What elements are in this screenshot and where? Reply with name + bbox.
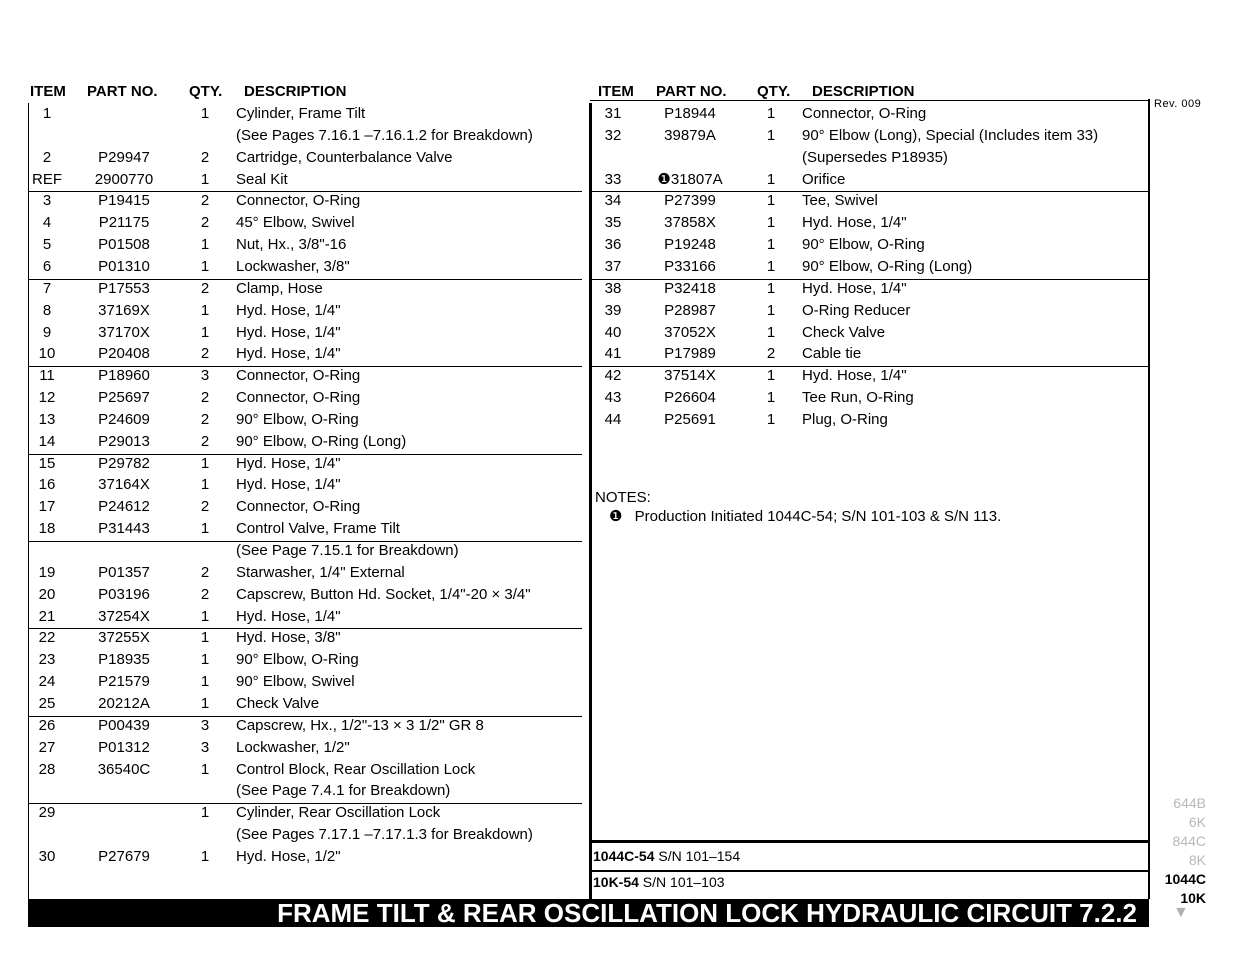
item-number: 24 xyxy=(38,673,56,691)
item-number: 23 xyxy=(38,651,56,669)
quantity: 2 xyxy=(200,432,210,450)
quantity: 1 xyxy=(766,279,776,297)
part-number: 37858X xyxy=(664,214,716,232)
serial-range: S/N 101–103 xyxy=(638,874,725,890)
model-10k: 10K xyxy=(1180,890,1206,906)
part-number: P25697 xyxy=(98,389,150,407)
part-number: ❶31807A xyxy=(657,170,723,188)
quantity: 1 xyxy=(200,629,210,647)
table-row xyxy=(0,365,1235,387)
item-number: 29 xyxy=(38,804,56,822)
revision-label: Rev. 009 xyxy=(1154,98,1202,110)
part-number: P29947 xyxy=(98,148,150,166)
quantity: 1 xyxy=(200,301,210,319)
part-number: 37514X xyxy=(664,367,716,385)
description: Lockwasher, 3/8" xyxy=(236,257,350,275)
description: Tee, Swivel xyxy=(802,192,878,210)
model-list xyxy=(1165,794,1206,908)
table-row xyxy=(0,562,1235,584)
part-number: P24609 xyxy=(98,410,150,428)
item-number: 28 xyxy=(38,760,56,778)
part-number: P17989 xyxy=(664,345,716,363)
description: Capscrew, Button Hd. Socket, 1/4"-20 × 3/4" xyxy=(236,585,531,603)
quantity: 1 xyxy=(200,607,210,625)
description: 90° Elbow, O-Ring xyxy=(802,236,925,254)
item-number: 40 xyxy=(604,323,622,341)
quantity: 1 xyxy=(200,673,210,691)
item-number: 6 xyxy=(42,257,52,275)
item-number: 25 xyxy=(38,694,56,712)
description: Check Valve xyxy=(802,323,886,341)
table-row xyxy=(0,453,1235,475)
item-number: 32 xyxy=(604,126,622,144)
description: Check Valve xyxy=(236,694,320,712)
part-number: P18944 xyxy=(664,105,716,122)
part-number: 37254X xyxy=(98,607,150,625)
top-rule-right xyxy=(590,100,1150,101)
item-number: 26 xyxy=(38,716,56,734)
item-number: 17 xyxy=(38,498,56,516)
group-rule xyxy=(590,191,1150,192)
model-844c: 844C xyxy=(1172,833,1206,849)
quantity: 2 xyxy=(200,389,210,407)
quantity: 1 xyxy=(200,694,210,712)
table-row xyxy=(0,409,1235,431)
description: Orifice xyxy=(802,170,846,188)
quantity: 1 xyxy=(200,476,210,494)
part-number: P29013 xyxy=(98,432,150,450)
table-row xyxy=(0,212,1235,234)
quantity: 2 xyxy=(200,148,210,166)
table-row xyxy=(0,300,1235,322)
table-row xyxy=(0,431,1235,453)
description: 45° Elbow, Swivel xyxy=(236,214,355,232)
description: O-Ring Reducer xyxy=(802,301,911,319)
table-row xyxy=(0,606,1235,628)
quantity: 1 xyxy=(766,236,776,254)
table-row xyxy=(0,103,1235,125)
header-part-no: PART NO. xyxy=(87,83,158,100)
item-number: 7 xyxy=(42,279,52,297)
part-number: 37170X xyxy=(98,323,150,341)
description: (See Page 7.15.1 for Breakdown) xyxy=(236,542,459,559)
description: Control Block, Rear Oscillation Lock xyxy=(236,760,476,778)
part-number: P32418 xyxy=(664,279,716,297)
quantity: 1 xyxy=(200,323,210,341)
quantity: 1 xyxy=(766,170,776,188)
group-rule xyxy=(28,803,582,804)
item-number: 4 xyxy=(42,214,52,232)
description: Connector, O-Ring xyxy=(802,105,927,122)
part-number: P31443 xyxy=(98,520,150,538)
description: Tee Run, O-Ring xyxy=(802,389,914,407)
group-rule xyxy=(590,366,1150,367)
part-number: P21579 xyxy=(98,673,150,691)
part-number: P01508 xyxy=(98,236,150,254)
header-qty: QTY. xyxy=(189,83,223,100)
item-number: 31 xyxy=(604,105,622,122)
part-number: 37169X xyxy=(98,301,150,319)
group-rule xyxy=(28,628,582,629)
item-number: 37 xyxy=(604,257,622,275)
item-number: 21 xyxy=(38,607,56,625)
part-number: P19248 xyxy=(664,236,716,254)
description: Hyd. Hose, 1/4" xyxy=(236,301,341,319)
quantity: 1 xyxy=(200,170,210,188)
description: Connector, O-Ring xyxy=(236,367,361,385)
part-number: P01312 xyxy=(98,738,150,756)
group-rule xyxy=(28,454,582,455)
item-number: 39 xyxy=(604,301,622,319)
part-number: P00439 xyxy=(98,716,150,734)
notes-section xyxy=(595,488,1001,526)
part-number: 37164X xyxy=(98,476,150,494)
page-title-banner: FRAME TILT & REAR OSCILLATION LOCK HYDRAULIC CIRCUIT 7.2.2 xyxy=(28,899,1149,927)
quantity: 1 xyxy=(200,847,210,865)
description: Clamp, Hose xyxy=(236,279,323,297)
quantity: 1 xyxy=(766,389,776,407)
item-number: 14 xyxy=(38,432,56,450)
description: (See Page 7.4.1 for Breakdown) xyxy=(236,782,451,800)
quantity: 1 xyxy=(766,214,776,232)
quantity: 2 xyxy=(200,279,210,297)
group-rule xyxy=(28,716,582,717)
description: 90° Elbow, O-Ring (Long) xyxy=(802,257,973,275)
item-number: 22 xyxy=(38,629,56,647)
description: Connector, O-Ring xyxy=(236,498,361,516)
table-row xyxy=(0,802,1235,824)
quantity: 1 xyxy=(200,257,210,275)
quantity: 2 xyxy=(200,214,210,232)
item-number: 10 xyxy=(38,345,56,363)
quantity: 2 xyxy=(200,585,210,603)
group-rule xyxy=(28,541,582,542)
description: Hyd. Hose, 1/4" xyxy=(236,345,341,363)
down-arrow-icon: ▼ xyxy=(1173,904,1189,921)
part-number: P20408 xyxy=(98,345,150,363)
table-row xyxy=(0,627,1235,649)
serial-range: S/N 101–154 xyxy=(654,848,741,864)
note-bullet-icon: ❶ xyxy=(609,508,623,525)
header-description-right: DESCRIPTION xyxy=(812,83,915,100)
table-row xyxy=(0,343,1235,365)
table-row xyxy=(0,584,1235,606)
description: 90° Elbow (Long), Special (Includes item 33) xyxy=(802,126,1099,144)
quantity: 1 xyxy=(200,236,210,254)
note-item xyxy=(595,507,1001,526)
table-row xyxy=(0,234,1235,256)
part-number: P29782 xyxy=(98,454,150,472)
model-6k: 6K xyxy=(1188,814,1206,830)
part-number: 37052X xyxy=(664,323,716,341)
quantity: 1 xyxy=(766,323,776,341)
part-number: P24612 xyxy=(98,498,150,516)
description: Hyd. Hose, 1/2" xyxy=(236,847,341,865)
quantity: 1 xyxy=(766,192,776,210)
group-rule xyxy=(590,279,1150,280)
model-8k: 8K xyxy=(1188,852,1206,868)
part-number: P27679 xyxy=(98,847,150,865)
table-row xyxy=(0,540,1235,562)
part-number: 20212A xyxy=(98,694,150,712)
part-number: P27399 xyxy=(664,192,716,210)
table-row xyxy=(0,147,1235,169)
note-text: Production Initiated 1044C-54; S/N 101-103 & S/N 113. xyxy=(634,508,1002,525)
description: Cartridge, Counterbalance Valve xyxy=(236,148,453,166)
quantity: 1 xyxy=(766,126,776,144)
description: Hyd. Hose, 1/4" xyxy=(236,323,341,341)
table-row xyxy=(0,759,1235,781)
table-row xyxy=(0,169,1235,191)
quantity: 3 xyxy=(200,367,210,385)
part-number: P21175 xyxy=(98,214,150,232)
part-number: P33166 xyxy=(664,257,716,275)
quantity: 3 xyxy=(200,738,210,756)
quantity: 3 xyxy=(200,716,210,734)
table-row xyxy=(0,649,1235,671)
item-number: 13 xyxy=(38,410,56,428)
item-number: 33 xyxy=(604,170,622,188)
description: Plug, O-Ring xyxy=(802,410,888,428)
description: Connector, O-Ring xyxy=(236,192,361,210)
header-part-no-right: PART NO. xyxy=(656,83,727,100)
part-number: P28987 xyxy=(664,301,716,319)
item-number: 27 xyxy=(38,738,56,756)
quantity: 2 xyxy=(200,192,210,210)
item-number: 16 xyxy=(38,476,56,494)
header-item: ITEM xyxy=(30,83,66,100)
item-number: 42 xyxy=(604,367,622,385)
item-number: 19 xyxy=(38,563,56,581)
description: 90° Elbow, O-Ring xyxy=(236,651,359,669)
item-number: 34 xyxy=(604,192,622,210)
item-number: 3 xyxy=(42,192,52,210)
description: Capscrew, Hx., 1/2"-13 × 3 1/2" GR 8 xyxy=(236,716,484,734)
item-number: 36 xyxy=(604,236,622,254)
model-644b: 644B xyxy=(1173,795,1206,811)
table-row xyxy=(0,671,1235,693)
description: 90° Elbow, Swivel xyxy=(236,673,355,691)
description: Hyd. Hose, 1/4" xyxy=(802,279,907,297)
quantity: 2 xyxy=(200,345,210,363)
table-row xyxy=(0,780,1235,802)
table-row xyxy=(0,278,1235,300)
description: Hyd. Hose, 1/4" xyxy=(236,476,341,494)
part-number: 37255X xyxy=(98,629,150,647)
description: Hyd. Hose, 1/4" xyxy=(802,367,907,385)
part-number: P03196 xyxy=(98,585,150,603)
description: Nut, Hx., 3/8"-16 xyxy=(236,236,347,254)
quantity: 1 xyxy=(766,410,776,428)
description: (Supersedes P18935) xyxy=(802,148,948,166)
description: 90° Elbow, O-Ring (Long) xyxy=(236,432,407,450)
description: Lockwasher, 1/2" xyxy=(236,738,350,756)
description: Cylinder, Rear Oscillation Lock xyxy=(236,804,441,822)
item-number: 15 xyxy=(38,454,56,472)
part-number: 36540C xyxy=(97,760,151,778)
header-qty-right: QTY. xyxy=(757,83,791,100)
quantity: 1 xyxy=(766,367,776,385)
serial-range-10k xyxy=(593,874,725,890)
description: Hyd. Hose, 1/4" xyxy=(802,214,907,232)
quantity: 1 xyxy=(766,105,776,122)
description: Cable tie xyxy=(802,345,862,363)
item-number: 1 xyxy=(42,105,52,122)
description: Connector, O-Ring xyxy=(236,389,361,407)
quantity: 2 xyxy=(766,345,776,363)
description: Control Valve, Frame Tilt xyxy=(236,520,400,538)
table-row xyxy=(0,387,1235,409)
description: 90° Elbow, O-Ring xyxy=(236,410,359,428)
table-row xyxy=(0,824,1235,846)
description: (See Pages 7.17.1 –7.17.1.3 for Breakdown) xyxy=(236,826,533,844)
item-number: 2 xyxy=(42,148,52,166)
item-number: 12 xyxy=(38,389,56,407)
description: Starwasher, 1/4" External xyxy=(236,563,405,581)
quantity: 1 xyxy=(200,760,210,778)
table-row xyxy=(0,715,1235,737)
item-number: 8 xyxy=(42,301,52,319)
title-block-mid-rule xyxy=(590,870,1150,872)
quantity: 2 xyxy=(200,498,210,516)
table-row xyxy=(0,322,1235,344)
part-number: P26604 xyxy=(664,389,716,407)
item-number: 30 xyxy=(38,847,56,865)
part-number: P01310 xyxy=(98,257,150,275)
item-number: 41 xyxy=(604,345,622,363)
item-number: 9 xyxy=(42,323,52,341)
header-item-right: ITEM xyxy=(598,83,634,100)
item-number: 35 xyxy=(604,214,622,232)
quantity: 1 xyxy=(766,301,776,319)
quantity: 1 xyxy=(200,804,210,822)
part-number: 2900770 xyxy=(94,170,154,188)
description: (See Pages 7.16.1 –7.16.1.2 for Breakdown) xyxy=(236,126,533,144)
table-row xyxy=(0,256,1235,278)
quantity: 1 xyxy=(200,105,210,122)
part-number: 39879A xyxy=(664,126,716,144)
item-number: REF xyxy=(32,170,62,188)
item-number: 18 xyxy=(38,520,56,538)
part-number: P18960 xyxy=(98,367,150,385)
quantity: 1 xyxy=(200,454,210,472)
quantity: 1 xyxy=(766,257,776,275)
table-row xyxy=(0,190,1235,212)
model-1044c: 1044C xyxy=(1164,871,1206,887)
quantity: 1 xyxy=(200,651,210,669)
item-number: 44 xyxy=(604,410,622,428)
table-row xyxy=(0,693,1235,715)
part-number: P19415 xyxy=(98,192,150,210)
part-number: P18935 xyxy=(98,651,150,669)
description: Hyd. Hose, 3/8" xyxy=(236,629,341,647)
item-number: 20 xyxy=(38,585,56,603)
item-number: 43 xyxy=(604,389,622,407)
notes-title: NOTES: xyxy=(595,489,651,506)
table-row xyxy=(0,125,1235,147)
table-row xyxy=(0,737,1235,759)
part-number: P17553 xyxy=(98,279,150,297)
quantity: 2 xyxy=(200,410,210,428)
description: Hyd. Hose, 1/4" xyxy=(236,607,341,625)
model-label: 1044C-54 xyxy=(593,848,655,864)
quantity: 1 xyxy=(200,520,210,538)
part-number: P01357 xyxy=(98,563,150,581)
description: Cylinder, Frame Tilt xyxy=(236,105,366,122)
quantity: 2 xyxy=(200,563,210,581)
description: Hyd. Hose, 1/4" xyxy=(236,454,341,472)
item-number: 11 xyxy=(39,367,55,385)
header-description: DESCRIPTION xyxy=(244,83,347,100)
part-number: P25691 xyxy=(664,410,716,428)
item-number: 5 xyxy=(42,236,52,254)
description: Seal Kit xyxy=(236,170,288,188)
item-number: 38 xyxy=(604,279,622,297)
model-label: 10K-54 xyxy=(593,874,639,890)
serial-range-1044c xyxy=(593,848,740,864)
